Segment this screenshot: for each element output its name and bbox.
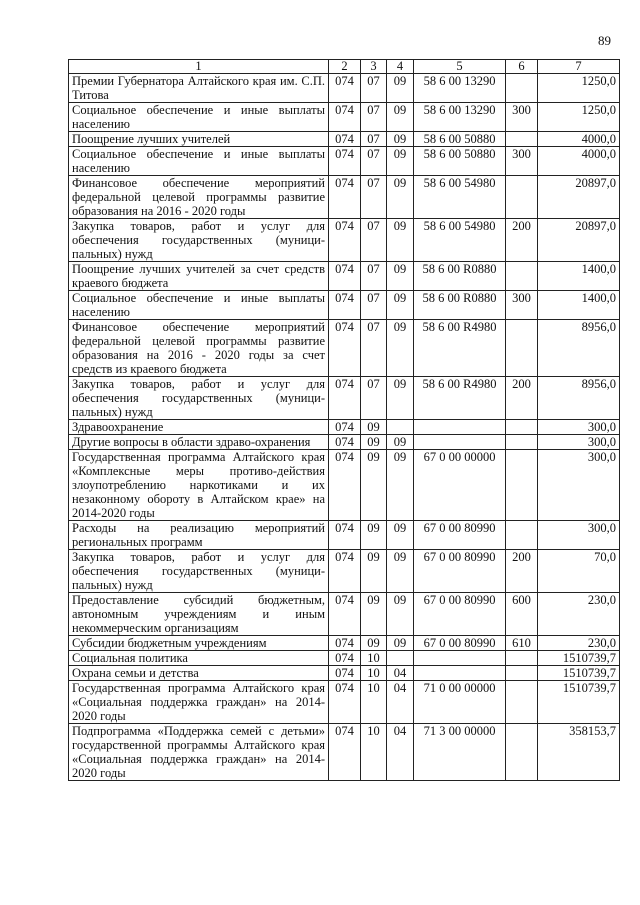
cell-expense-type (506, 262, 538, 291)
cell-code: 074 (329, 681, 361, 724)
column-header: 2 (329, 60, 361, 74)
cell-code: 074 (329, 291, 361, 320)
page-number: 89 (598, 33, 611, 48)
cell-target-article: 67 0 00 80990 (414, 521, 506, 550)
table-row (69, 147, 620, 176)
cell-expense-type (506, 681, 538, 724)
cell-code: 074 (329, 219, 361, 262)
cell-expense-type: 200 (506, 219, 538, 262)
cell-expense-type (506, 320, 538, 377)
cell-amount: 300,0 (538, 435, 620, 450)
cell-subsection: 09 (387, 521, 414, 550)
cell-code: 074 (329, 320, 361, 377)
cell-name: Охрана семьи и детства (69, 666, 329, 681)
cell-target-article (414, 435, 506, 450)
cell-name: Социальная политика (69, 651, 329, 666)
cell-target-article (414, 420, 506, 435)
budget-table (68, 59, 620, 781)
table-row (69, 377, 620, 420)
cell-target-article: 71 0 00 00000 (414, 681, 506, 724)
column-header: 7 (538, 60, 620, 74)
cell-subsection: 09 (387, 176, 414, 219)
cell-name: Финансовое обеспечение мероприятий федеральной целевой программы развитие образования на 2016 - 2020 годы (69, 176, 329, 219)
cell-code: 074 (329, 420, 361, 435)
table-row (69, 103, 620, 132)
cell-code: 074 (329, 636, 361, 651)
cell-target-article: 71 3 00 00000 (414, 724, 506, 781)
cell-name: Государственная программа Алтайского края «Комплексные меры противо-действия злоупотреблению наркотиками и их незаконному обороту в Алтайском крае» на 2014-2020 годы (69, 450, 329, 521)
cell-subsection: 09 (387, 320, 414, 377)
cell-code: 074 (329, 724, 361, 781)
cell-code: 074 (329, 450, 361, 521)
cell-section: 10 (361, 724, 387, 781)
cell-code: 074 (329, 377, 361, 420)
table-row (69, 666, 620, 681)
cell-section: 07 (361, 176, 387, 219)
cell-section: 09 (361, 420, 387, 435)
cell-target-article: 58 6 00 R0880 (414, 291, 506, 320)
table-row (69, 651, 620, 666)
table-row (69, 521, 620, 550)
cell-code: 074 (329, 550, 361, 593)
cell-expense-type: 200 (506, 377, 538, 420)
cell-section: 07 (361, 377, 387, 420)
cell-expense-type: 300 (506, 103, 538, 132)
cell-target-article: 58 6 00 50880 (414, 132, 506, 147)
cell-amount: 1510739,7 (538, 681, 620, 724)
cell-amount: 8956,0 (538, 320, 620, 377)
table-row (69, 291, 620, 320)
cell-name: Другие вопросы в области здраво-охранения (69, 435, 329, 450)
cell-section: 09 (361, 636, 387, 651)
cell-subsection (387, 420, 414, 435)
cell-amount: 20897,0 (538, 219, 620, 262)
cell-subsection: 09 (387, 219, 414, 262)
table-row (69, 132, 620, 147)
cell-code: 074 (329, 132, 361, 147)
cell-target-article: 58 6 00 54980 (414, 219, 506, 262)
column-header: 3 (361, 60, 387, 74)
cell-amount: 1250,0 (538, 74, 620, 103)
cell-name: Подпрограмма «Поддержка семей с детьми» государственной программы Алтайского края «Социальная поддержка граждан» на 2014-2020 годы (69, 724, 329, 781)
cell-name: Расходы на реализацию мероприятий региональных программ (69, 521, 329, 550)
cell-code: 074 (329, 435, 361, 450)
column-header: 5 (414, 60, 506, 74)
cell-name: Финансовое обеспечение мероприятий федеральной целевой программы развитие образования на 2016 - 2020 годы за счет средств из краевого бюджета (69, 320, 329, 377)
cell-expense-type: 300 (506, 147, 538, 176)
cell-code: 074 (329, 651, 361, 666)
cell-amount: 230,0 (538, 636, 620, 651)
cell-subsection: 09 (387, 147, 414, 176)
table-row (69, 219, 620, 262)
cell-section: 09 (361, 550, 387, 593)
cell-expense-type (506, 651, 538, 666)
cell-expense-type (506, 666, 538, 681)
table-row (69, 593, 620, 636)
table-row (69, 176, 620, 219)
cell-amount: 1250,0 (538, 103, 620, 132)
table-body (69, 74, 620, 781)
cell-target-article: 67 0 00 80990 (414, 593, 506, 636)
cell-target-article (414, 666, 506, 681)
cell-expense-type (506, 176, 538, 219)
cell-subsection: 09 (387, 74, 414, 103)
cell-subsection: 09 (387, 132, 414, 147)
cell-name: Закупка товаров, работ и услуг для обеспечения государственных (муници-пальных) нужд (69, 377, 329, 420)
cell-subsection: 09 (387, 377, 414, 420)
cell-expense-type (506, 74, 538, 103)
cell-expense-type: 610 (506, 636, 538, 651)
cell-amount: 1400,0 (538, 262, 620, 291)
cell-code: 074 (329, 521, 361, 550)
cell-code: 074 (329, 666, 361, 681)
cell-section: 07 (361, 262, 387, 291)
header-row (69, 60, 620, 74)
cell-target-article: 58 6 00 13290 (414, 74, 506, 103)
cell-subsection: 04 (387, 666, 414, 681)
cell-expense-type: 200 (506, 550, 538, 593)
cell-name: Социальное обеспечение и иные выплаты населению (69, 291, 329, 320)
column-header: 4 (387, 60, 414, 74)
cell-target-article (414, 651, 506, 666)
cell-target-article: 58 6 00 13290 (414, 103, 506, 132)
column-header: 6 (506, 60, 538, 74)
column-header: 1 (69, 60, 329, 74)
cell-subsection (387, 651, 414, 666)
cell-section: 10 (361, 651, 387, 666)
cell-subsection: 04 (387, 724, 414, 781)
cell-name: Закупка товаров, работ и услуг для обеспечения государственных (муници-пальных) нужд (69, 550, 329, 593)
cell-target-article: 58 6 00 50880 (414, 147, 506, 176)
cell-target-article: 58 6 00 R0880 (414, 262, 506, 291)
cell-expense-type (506, 435, 538, 450)
cell-subsection: 09 (387, 593, 414, 636)
cell-amount: 300,0 (538, 420, 620, 435)
cell-section: 07 (361, 103, 387, 132)
cell-code: 074 (329, 103, 361, 132)
cell-section: 07 (361, 74, 387, 103)
cell-subsection: 09 (387, 550, 414, 593)
cell-code: 074 (329, 147, 361, 176)
cell-amount: 300,0 (538, 521, 620, 550)
cell-amount: 1400,0 (538, 291, 620, 320)
cell-name: Социальное обеспечение и иные выплаты населению (69, 103, 329, 132)
cell-code: 074 (329, 262, 361, 291)
table-row (69, 74, 620, 103)
cell-section: 07 (361, 219, 387, 262)
cell-name: Поощрение лучших учителей за счет средств краевого бюджета (69, 262, 329, 291)
cell-name: Государственная программа Алтайского края «Социальная поддержка граждан» на 2014-2020 годы (69, 681, 329, 724)
cell-expense-type (506, 521, 538, 550)
cell-expense-type (506, 420, 538, 435)
cell-code: 074 (329, 176, 361, 219)
table-row (69, 450, 620, 521)
cell-amount: 230,0 (538, 593, 620, 636)
cell-section: 09 (361, 593, 387, 636)
cell-subsection: 09 (387, 636, 414, 651)
cell-section: 07 (361, 291, 387, 320)
cell-target-article: 67 0 00 80990 (414, 550, 506, 593)
cell-amount: 358153,7 (538, 724, 620, 781)
cell-section: 07 (361, 320, 387, 377)
cell-expense-type: 300 (506, 291, 538, 320)
cell-section: 10 (361, 666, 387, 681)
table-row (69, 420, 620, 435)
table-row (69, 681, 620, 724)
cell-subsection: 09 (387, 262, 414, 291)
cell-amount: 1510739,7 (538, 651, 620, 666)
cell-subsection: 09 (387, 103, 414, 132)
cell-name: Здравоохранение (69, 420, 329, 435)
table-row (69, 636, 620, 651)
cell-name: Предоставление субсидий бюджетным, автономным учреждениям и иным некоммерческим организациям (69, 593, 329, 636)
cell-amount: 70,0 (538, 550, 620, 593)
cell-target-article: 67 0 00 00000 (414, 450, 506, 521)
cell-code: 074 (329, 593, 361, 636)
cell-section: 07 (361, 147, 387, 176)
cell-section: 09 (361, 450, 387, 521)
cell-target-article: 58 6 00 R4980 (414, 377, 506, 420)
cell-subsection: 09 (387, 450, 414, 521)
cell-expense-type (506, 724, 538, 781)
cell-amount: 300,0 (538, 450, 620, 521)
cell-amount: 8956,0 (538, 377, 620, 420)
cell-name: Закупка товаров, работ и услуг для обеспечения государственных (муници-пальных) нужд (69, 219, 329, 262)
cell-section: 09 (361, 521, 387, 550)
cell-expense-type (506, 132, 538, 147)
cell-target-article: 58 6 00 54980 (414, 176, 506, 219)
cell-amount: 4000,0 (538, 132, 620, 147)
cell-amount: 4000,0 (538, 147, 620, 176)
cell-section: 07 (361, 132, 387, 147)
cell-amount: 1510739,7 (538, 666, 620, 681)
table-row (69, 435, 620, 450)
cell-section: 10 (361, 681, 387, 724)
cell-subsection: 04 (387, 681, 414, 724)
cell-target-article: 58 6 00 R4980 (414, 320, 506, 377)
cell-expense-type (506, 450, 538, 521)
table-row (69, 320, 620, 377)
cell-amount: 20897,0 (538, 176, 620, 219)
table-row (69, 724, 620, 781)
cell-name: Субсидии бюджетным учреждениям (69, 636, 329, 651)
cell-subsection: 09 (387, 435, 414, 450)
table-row (69, 550, 620, 593)
cell-name: Премии Губернатора Алтайского края им. С.П. Титова (69, 74, 329, 103)
cell-subsection: 09 (387, 291, 414, 320)
cell-name: Поощрение лучших учителей (69, 132, 329, 147)
cell-code: 074 (329, 74, 361, 103)
cell-expense-type: 600 (506, 593, 538, 636)
cell-name: Социальное обеспечение и иные выплаты населению (69, 147, 329, 176)
cell-target-article: 67 0 00 80990 (414, 636, 506, 651)
table-row (69, 262, 620, 291)
cell-section: 09 (361, 435, 387, 450)
